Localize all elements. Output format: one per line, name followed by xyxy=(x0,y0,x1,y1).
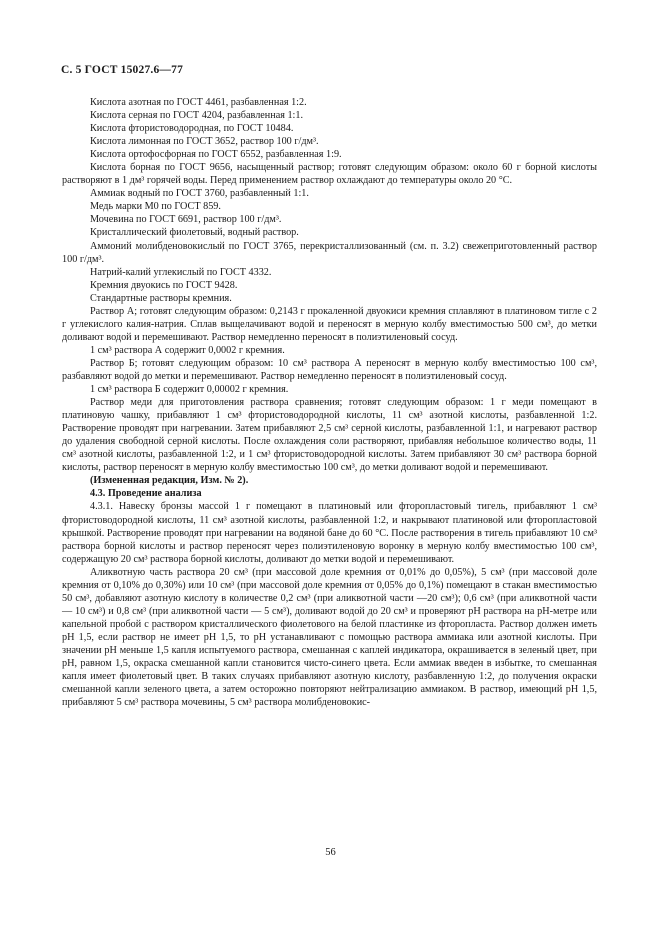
paragraph: Аммоний молибденовокислый по ГОСТ 3765, перекристаллизованный (см. п. 3.2) свежеприготовленный раствор 100 г/дм³. xyxy=(62,240,597,265)
paragraph: Аммиак водный по ГОСТ 3760, разбавленный 1:1. xyxy=(90,188,309,200)
paragraph: Аликвотную часть раствора 20 см³ (при массовой доле кремния от 0,01% до 0,05%), 5 см³ (при массовой доле кремния от 0,10% до 0,30%) или 10 см³ (при массовой доле кремния от 0,05% до 0,1%) помещают в стакан вместимостью 50 см³, добавляют азотную кислоту в количестве 0,2 см³ (при аликвотной части —20 см³); 0,6 см³ (при аликвотной части — 10 см³) и 0,8 см³ (при аликвотной части — 5 см³), доливают водой до 20 см³ и проверяют рН раствора на рН-метре или капельной пробой с раствором кристаллического фиолетового на белой пластинке из фторопласта. Раствор должен иметь рН 1,5, если раствор не имеет рН 1,5, то рН устанавливают с помощью раствора аммиака или азотной кислоты. При значении рН меньше 1,5 капля испытуемого раствора, смешанная с каплей индикатора, окрашивается в зеленый цвет, при рН, равном 1,5, окраска смешанной капли становится чисто-синего цвета. Если аммиак введен в избытке, то смешанная капля имеет фиолетовый цвет. В таких случаях прибавляют азотную кислоту, разбавленную 1:2, до получения окраски смешанной капли зеленого цвета, а затем осторожно повторяют нейтрализацию аммиаком. В раствор, имеющий рН 1,5, прибавляют 5 см³ раствора мочевины, 5 см³ раствора молибденовокис- xyxy=(62,566,597,709)
paragraph: Кислота борная по ГОСТ 9656, насыщенный раствор; готовят следующим образом: около 60 г борной кислоты растворяют в 1 дм³ горячей воды. Перед применением раствор охлаждают до температуры около 20 °С. xyxy=(62,162,597,187)
paragraph: Кислота ортофосфорная по ГОСТ 6552, разбавленная 1:9. xyxy=(90,149,342,161)
page-header: С. 5 ГОСТ 15027.6—77 xyxy=(61,64,184,76)
paragraph: Раствор Б; готовят следующим образом: 10 см³ раствора А переносят в мерную колбу вместимостью 100 см³, разбавляют водой до метки и перемешивают. Раствор немедленно переносят в полиэтиленовый сосуд. xyxy=(62,357,597,382)
paragraph: Кремния двуокись по ГОСТ 9428. xyxy=(90,279,238,291)
paragraph: Кислота серная по ГОСТ 4204, разбавленная 1:1. xyxy=(90,110,304,122)
paragraph: Медь марки М0 по ГОСТ 859. xyxy=(90,201,221,213)
page-number: 56 xyxy=(325,847,336,858)
amendment-note: (Измененная редакция, Изм. № 2). xyxy=(90,475,249,487)
paragraph: Кристаллический фиолетовый, водный раствор. xyxy=(90,227,299,239)
paragraph: Натрий-калий углекислый по ГОСТ 4332. xyxy=(90,266,272,278)
paragraph: 1 см³ раствора Б содержит 0,00002 г кремния. xyxy=(90,384,289,396)
document-body xyxy=(62,96,597,709)
paragraph: Мочевина по ГОСТ 6691, раствор 100 г/дм³. xyxy=(90,214,282,226)
paragraph: Кислота азотная по ГОСТ 4461, разбавленная 1:2. xyxy=(90,97,307,108)
paragraph: Кислота фтористоводородная, по ГОСТ 10484. xyxy=(90,123,294,135)
paragraph: Кислота лимонная по ГОСТ 3652, раствор 100 г/дм³. xyxy=(90,136,319,148)
section-heading: 4.3. Проведение анализа xyxy=(90,488,202,500)
paragraph: 4.3.1. Навеску бронзы массой 1 г помещают в платиновый или фторопластовый тигель, прибавляют 1 см³ фтористоводородной кислоты, 11 см³ азотной кислоты, разбавленной 1:2, и накрывают платиновой или фторопластовой крышкой. Растворение проводят при нагревании на водяной бане до 60 °С. После растворения в тигель прибавляют 10 см³ раствора борной кислоты и раствор переносят через полиэтиленовую воронку в мерную колбу вместимостью 100 см³, содержащую 20 см³ раствора борной кислоты, доливают до метки водой и перемешивают. xyxy=(62,501,597,565)
paragraph: Стандартные растворы кремния. xyxy=(90,292,232,304)
paragraph: Раствор А; готовят следующим образом: 0,2143 г прокаленной двуокиси кремния сплавляют в платиновом тигле с 2 г углекислого калия-натрия. Сплав выщелачивают водой и переносят в мерную колбу вместимостью 500 см³, до метки доливают водой и перемешивают. Раствор немедленно переносят в полиэтиленовый сосуд. xyxy=(62,305,597,343)
paragraph: 1 см³ раствора А содержит 0,0002 г кремния. xyxy=(90,344,285,356)
paragraph: Раствор меди для приготовления раствора сравнения; готовят следующим образом: 1 г меди помещают в платиновую чашку, прибавляют 1 см³ фтористоводородной кислоты, 11 см³ азотной кислоты, разбавленной 1:2. Растворение проводят при нагревании. Затем прибавляют 2,5 см³ серной кислоты, разбавленной 1:1, и нагревают раствор до удаления свободной серной кислоты. После охлаждения соли растворяют, прибавляя небольшое количество воды, 11 см³ азотной кислоты, разбавленной 1:2, и 1 см³ фтористоводородной кислоты. Затем прибавляют 30 см³ раствора борной кислоты, раствор переносят в мерную колбу вместимостью 100 см³, до метки доливают водой и перемешивают. xyxy=(62,397,597,474)
